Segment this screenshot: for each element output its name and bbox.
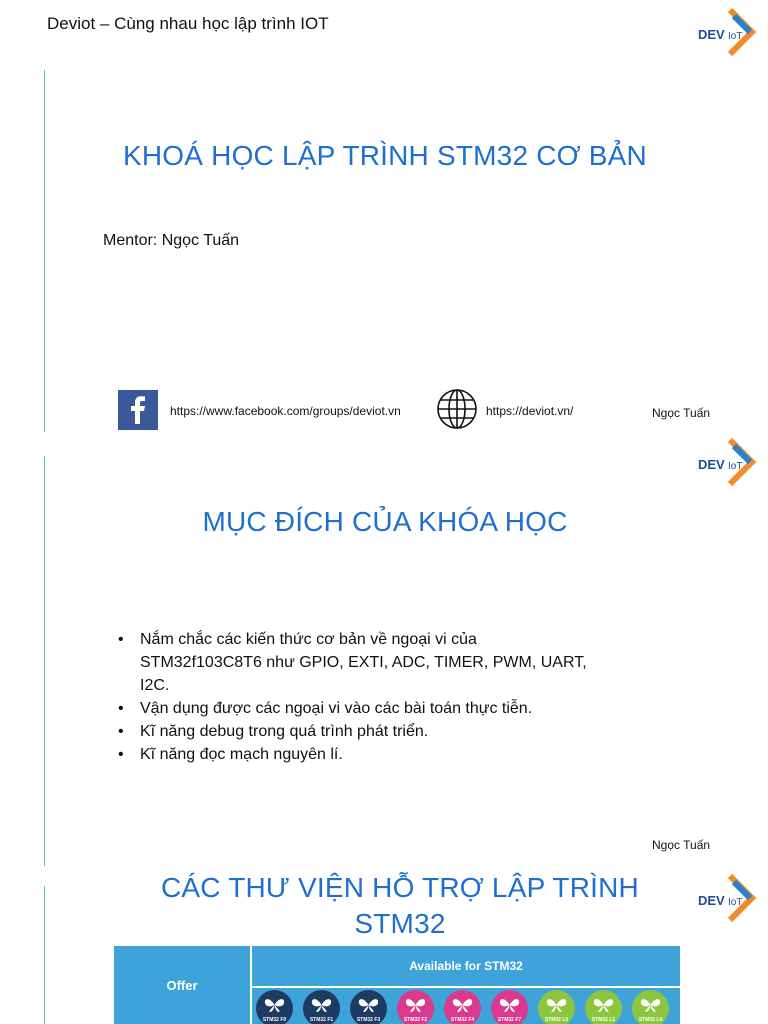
document-header-title: Deviot – Cùng nhau học lập trình IOT [47, 14, 329, 33]
logo-text-iot: IoT [728, 461, 743, 472]
list-item: • Vận dụng được các ngoại vi vào các bài toán thực tiễn. [118, 697, 598, 720]
logo-text-dev: DEV [698, 893, 725, 908]
facebook-icon[interactable] [118, 390, 158, 430]
logo-text-iot: IoT [728, 31, 743, 42]
deviot-logo [694, 6, 764, 58]
stm32-family-chip [303, 990, 340, 1024]
mentor-label: Mentor: Ngọc Tuấn [103, 232, 240, 249]
slide-accent-line [44, 456, 45, 866]
globe-icon[interactable] [436, 388, 478, 430]
slide-accent-line [44, 886, 45, 1024]
logo-text-dev: DEV [698, 457, 725, 472]
author-label: Ngọc Tuấn [652, 838, 711, 852]
chip-label: STM32 F4 [450, 1017, 475, 1023]
stm32-family-chip [632, 990, 669, 1024]
stm32-family-chip [444, 990, 481, 1024]
butterfly-icon [640, 997, 661, 1013]
slide1-title: KHOÁ HỌC LẬP TRÌNH STM32 CƠ BẢN [123, 140, 647, 171]
butterfly-icon [405, 997, 426, 1013]
butterfly-icon [593, 997, 614, 1013]
list-item: • Kĩ năng debug trong quá trình phát triển. [118, 720, 598, 743]
chip-label: STM32 F7 [497, 1017, 522, 1023]
chip-label: STM32 F1 [309, 1017, 334, 1023]
deviot-logo [694, 436, 764, 488]
slide3-title-line2: STM32 [354, 908, 446, 939]
available-header: Available for STM32 [252, 946, 680, 988]
list-item: • Nắm chắc các kiến thức cơ bản về ngoại vi của STM32f103C8T6 như GPIO, EXTI, ADC, TIMER, PWM, UART, I2C. [118, 628, 598, 697]
facebook-link[interactable]: https://www.facebook.com/groups/deviot.vn [170, 404, 401, 418]
butterfly-icon [499, 997, 520, 1013]
slide3-title-line1: CÁC THƯ VIỆN HỖ TRỢ LẬP TRÌNH [161, 872, 639, 903]
butterfly-icon [546, 997, 567, 1013]
chip-label: STM32 F3 [356, 1017, 381, 1023]
slide2-title: MỤC ĐÍCH CỦA KHÓA HỌC [202, 506, 568, 537]
website-link[interactable]: https://deviot.vn/ [486, 404, 574, 418]
chip-label: STM32 L0 [544, 1017, 569, 1023]
slide-accent-line [44, 70, 45, 432]
butterfly-icon [311, 997, 332, 1013]
butterfly-icon [264, 997, 285, 1013]
chip-label: STM32 L1 [591, 1017, 616, 1023]
stm32-library-table [114, 946, 680, 1024]
stm32-family-chip [585, 990, 622, 1024]
chip-label: STM32 F0 [262, 1017, 287, 1023]
butterfly-icon [358, 997, 379, 1013]
stm32-family-chip [491, 990, 528, 1024]
stm32-family-chip [256, 990, 293, 1024]
stm32-family-chip [350, 990, 387, 1024]
chip-label: STM32 F2 [403, 1017, 428, 1023]
logo-text-iot: IoT [728, 897, 743, 908]
list-item: • Kĩ năng đọc mạch nguyên lí. [118, 743, 598, 766]
author-label: Ngọc Tuấn [652, 406, 711, 420]
stm32-family-chip [538, 990, 575, 1024]
offer-header: Offer [114, 946, 252, 1024]
logo-text-dev: DEV [698, 27, 725, 42]
chip-label: STM32 L4 [638, 1017, 663, 1023]
slide3-title [80, 870, 720, 942]
stm32-family-chips [256, 990, 680, 1024]
butterfly-icon [452, 997, 473, 1013]
stm32-family-chip [397, 990, 434, 1024]
objectives-list [118, 628, 598, 766]
